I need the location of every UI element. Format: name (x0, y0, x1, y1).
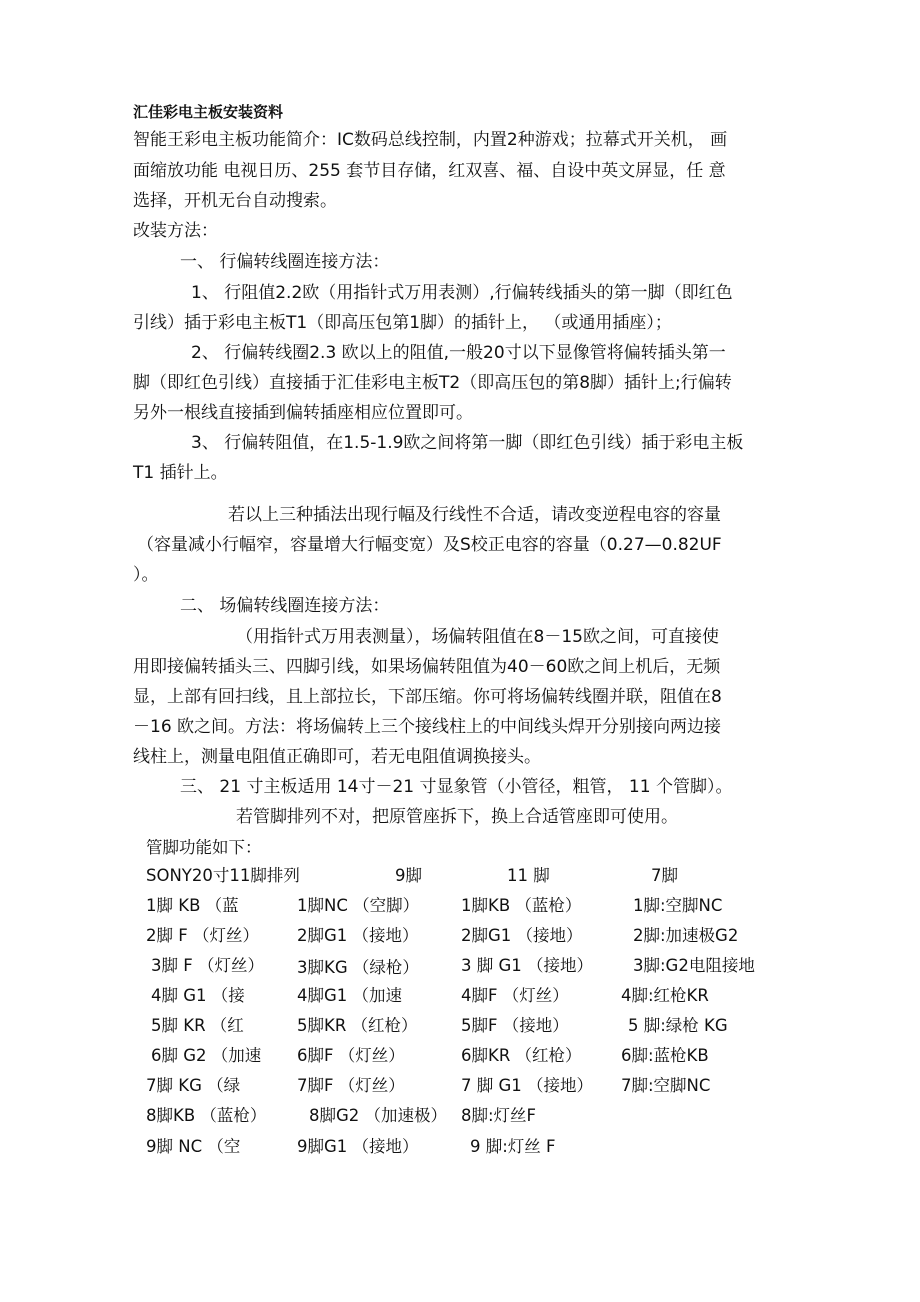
section1-item2-line3: 另外一根线直接插到偏转插座相应位置即可。 (133, 403, 473, 423)
pin-row-7-col-3: 7 脚 G1 （接地） (461, 1076, 594, 1095)
section1-item2-line2: 脚（即红色引线）直接插于汇佳彩电主板T2（即高压包的第8脚）插针上;行偏转 (133, 373, 732, 393)
pin-row-6-col-4: 6脚:蓝枪KB (621, 1046, 709, 1065)
pin-table-intro: 管脚功能如下： (146, 838, 262, 857)
section2-line1: （用指针式万用表测量），场偏转阻值在8－15欧之间，可直接使 (236, 627, 719, 647)
method-label: 改装方法： (133, 221, 218, 241)
pin-row-4-col-1: 4脚 G1 （接 (151, 986, 245, 1005)
pin-row-3-col-4: 3脚:G2电阻接地 (633, 956, 755, 975)
pin-row-5-col-2: 5脚KR （红枪） (297, 1016, 418, 1035)
section1-item1-line2: 引线）插于彩电主板T1（即高压包第1脚）的插针上， （或通用插座）； (133, 313, 672, 333)
intro-line-3: 选择，开机无台自动搜索。 (133, 191, 337, 211)
pin-row-8-col-3: 8脚:灯丝F (461, 1106, 537, 1125)
section1-item3-line1: 3、 行偏转阻值，在1.5-1.9欧之间将第一脚（即红色引线）插于彩电主板 (191, 433, 744, 453)
pin-row-1-col-2: 1脚NC （空脚） (297, 896, 420, 915)
pin-row-3-col-1: 3脚 F （灯丝） (151, 956, 264, 975)
pin-row-1-col-3: 1脚KB （蓝枪） (461, 896, 582, 915)
section1-note-line1: 若以上三种插法出现行幅及行线性不合适，请改变逆程电容的容量 (228, 505, 721, 525)
pin-row-7-col-4: 7脚:空脚NC (621, 1076, 711, 1095)
pin-row-2-col-1: 2脚 F （灯丝） (146, 926, 259, 945)
pin-row-4-col-4: 4脚:红枪KR (621, 986, 709, 1005)
pin-row-9-col-3: 9 脚:灯丝 F (470, 1137, 556, 1156)
pin-row-4-col-2: 4脚G1 （加速 (297, 986, 403, 1005)
pin-row-2-col-2: 2脚G1 （接地） (297, 926, 419, 945)
section1-item1-line1: 1、 行阻值2.2欧（用指针式万用表测）,行偏转线插头的第一脚（即红色 (191, 283, 733, 303)
section2-line5: 线柱上，测量电阻值正确即可，若无电阻值调换接头。 (133, 747, 541, 767)
section1-item2-line1: 2、 行偏转线圈2.3 欧以上的阻值,一般20寸以下显像管将偏转插头第一 (191, 343, 726, 363)
pin-row-5-col-3: 5脚F （接地） (461, 1016, 569, 1035)
pin-row-8-col-2: 8脚G2 （加速极） (309, 1106, 448, 1125)
pin-row-6-col-1: 6脚 G2 （加速 (151, 1046, 262, 1065)
section2-line3: 显，上部有回扫线，且上部拉长，下部压缩。你可将场偏转线圈并联，阻值在8 (133, 687, 722, 707)
pin-row-5-col-1: 5脚 KR （红 (151, 1016, 244, 1035)
section3-line1: 若管脚排列不对，把原管座拆下，换上合适管座即可使用。 (236, 807, 678, 827)
pin-row-1-col-4: 1脚:空脚NC (633, 896, 723, 915)
pin-row-9-col-2: 9脚G1 （接地） (297, 1137, 419, 1156)
intro-line-1: 智能王彩电主板功能简介：IC数码总线控制，内置2种游戏；拉幕式开关机， 画 (133, 130, 728, 150)
pin-row-9-col-1: 9脚 NC （空 (146, 1137, 241, 1156)
pin-row-2-col-3: 2脚G1 （接地） (461, 926, 583, 945)
pin-row-4-col-3: 4脚F （灯丝） (461, 986, 569, 1005)
doc-title: 汇佳彩电主板安装资料 (133, 103, 284, 121)
pin-table-header-7pin: 7脚 (651, 866, 678, 885)
pin-row-2-col-4: 2脚:加速极G2 (633, 926, 739, 945)
pin-row-7-col-2: 7脚F （灯丝） (297, 1076, 405, 1095)
section2-line2: 用即接偏转插头三、四脚引线，如果场偏转阻值为40－60欧之间上机后，无频 (133, 657, 721, 677)
pin-row-7-col-1: 7脚 KG （绿 (146, 1076, 241, 1095)
section1-item3-line2: T1 插针上。 (133, 463, 228, 483)
pin-row-5-col-4: 5 脚:绿枪 KG (628, 1016, 728, 1035)
intro-line-2: 面缩放功能 电视日历、255 套节目存储，红双喜、福、自设中英文屏显，任 意 (133, 161, 726, 181)
section1-note-line2: （容量减小行幅窄，容量增大行幅变宽）及S校正电容的容量（0.27—0.82UF (137, 535, 722, 555)
pin-table-header-11pin: 11 脚 (507, 866, 550, 885)
pin-row-1-col-1: 1脚 KB （蓝 (146, 896, 239, 915)
pin-table-header-9pin: 9脚 (395, 866, 422, 885)
section1-note-line3: ）。 (133, 565, 159, 585)
pin-row-3-col-3: 3 脚 G1 （接地） (461, 956, 594, 975)
pin-row-6-col-2: 6脚F （灯丝） (297, 1046, 405, 1065)
pin-row-3-col-2: 3脚KG （绿枪） (297, 958, 419, 977)
section3-heading: 三、 21 寸主板适用 14寸－21 寸显象管（小管径，粗管， 11 个管脚）。 (180, 777, 733, 797)
pin-row-8-col-1: 8脚KB （蓝枪） (146, 1106, 267, 1125)
pin-row-6-col-3: 6脚KR （红枪） (461, 1046, 582, 1065)
section2-heading: 二、 场偏转线圈连接方法： (180, 596, 390, 616)
section1-heading: 一、 行偏转线圈连接方法： (180, 252, 390, 272)
pin-table-header-sony: SONY20寸11脚排列 (146, 866, 300, 885)
section2-line4: －16 欧之间。方法：将场偏转上三个接线柱上的中间线头焊开分别接向两边接 (133, 717, 722, 737)
